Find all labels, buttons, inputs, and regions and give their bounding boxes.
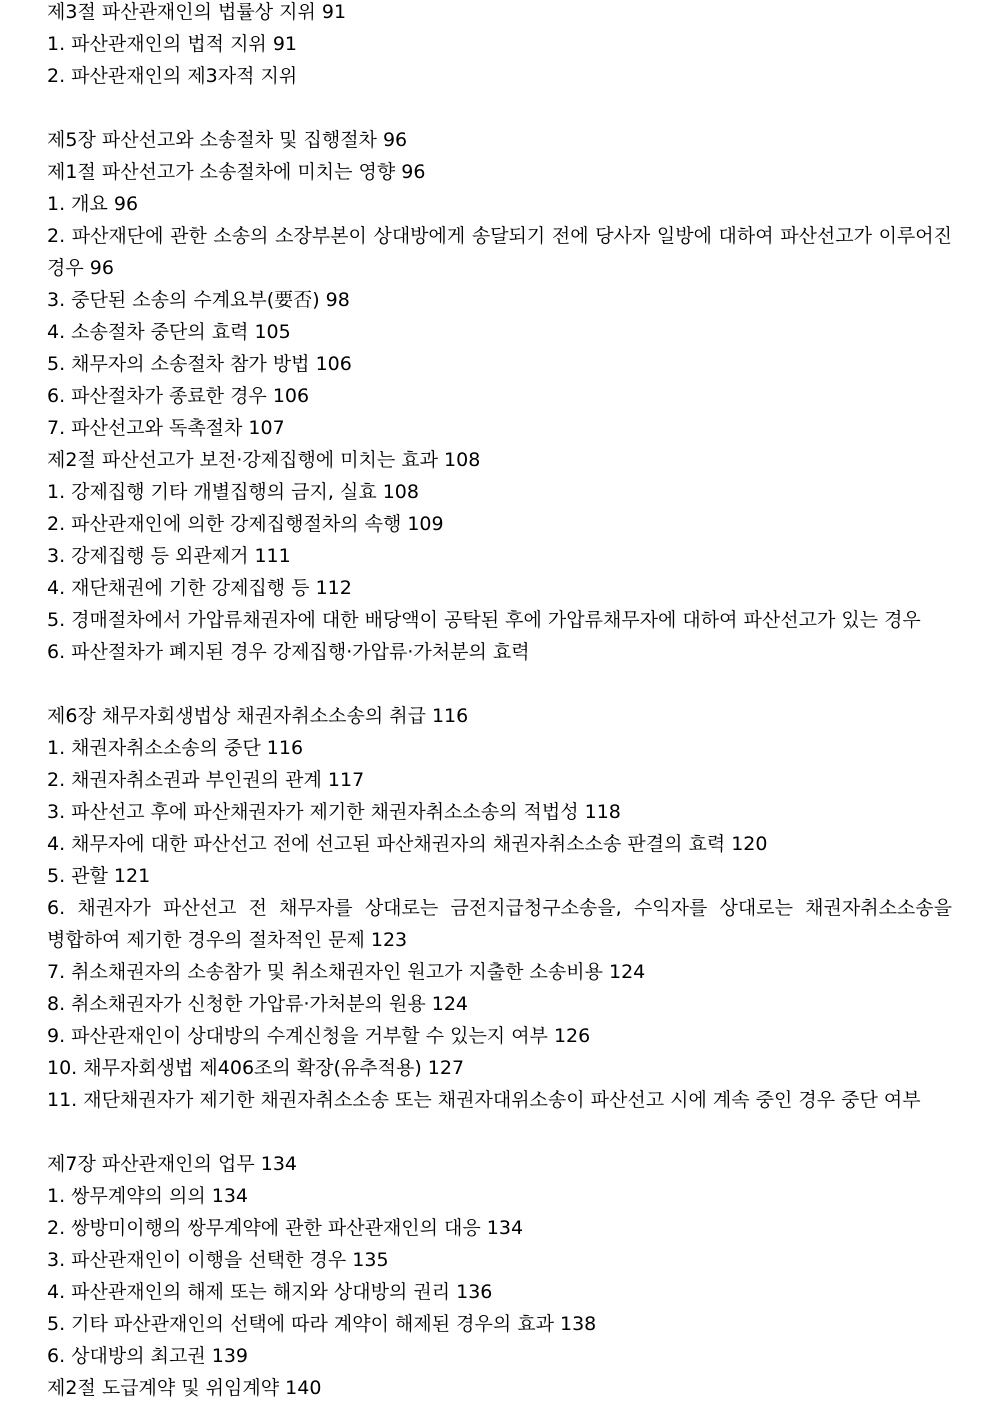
toc-entry: 5. 관할 121 xyxy=(47,865,151,887)
toc-entry: 7. 파산선고와 독촉절차 107 xyxy=(47,417,285,439)
section-gap xyxy=(47,1120,952,1152)
toc-entry: 제1절 파산선고가 소송절차에 미치는 영향 96 xyxy=(47,161,426,183)
section-gap xyxy=(47,96,952,128)
toc-entry: 1. 쌍무계약의 의의 134 xyxy=(47,1185,248,1207)
toc-entry: 6. 채권자가 파산선고 전 채무자를 상대로는 금전지급청구소송을, 수익자를 상대로는 채권자취소소송을 병합하여 제기한 경우의 절차적인 문제 123 xyxy=(47,897,952,951)
toc-entry: 2. 파산재단에 관한 소송의 소장부본이 상대방에게 송달되기 전에 당사자 일방에 대하여 파산선고가 이루어진 경우 96 xyxy=(47,225,952,279)
toc-entry: 10. 채무자회생법 제406조의 확장(유추적용) 127 xyxy=(47,1057,465,1079)
toc-entry: 2. 채권자취소권과 부인권의 관계 117 xyxy=(47,769,365,791)
toc-entry: 5. 채무자의 소송절차 참가 방법 106 xyxy=(47,353,352,375)
toc-entry: 제2절 파산선고가 보전·강제집행에 미치는 효과 108 xyxy=(47,449,481,471)
toc-entry: 8. 취소채권자가 신청한 가압류·가처분의 원용 124 xyxy=(47,993,469,1015)
toc-entry: 3. 파산관재인이 이행을 선택한 경우 135 xyxy=(47,1249,389,1271)
toc-entry: 6. 상대방의 최고권 139 xyxy=(47,1345,248,1367)
toc-entry: 제5장 파산선고와 소송절차 및 집행절차 96 xyxy=(47,129,408,151)
toc-entry: 2. 파산관재인에 의한 강제집행절차의 속행 109 xyxy=(47,513,444,535)
toc-entry: 4. 재단채권에 기한 강제집행 등 112 xyxy=(47,577,352,599)
toc-entry: 6. 파산절차가 폐지된 경우 강제집행·가압류·가처분의 효력 xyxy=(47,641,530,663)
toc-entry: 11. 재단채권자가 제기한 채권자취소소송 또는 채권자대위소송이 파산선고 시에 계속 중인 경우 중단 여부 xyxy=(47,1089,921,1111)
toc-entry: 4. 소송절차 중단의 효력 105 xyxy=(47,321,291,343)
section-gap xyxy=(47,672,952,704)
toc-entry: 1. 파산관재인의 법적 지위 91 xyxy=(47,33,298,55)
toc-entry: 5. 기타 파산관재인의 선택에 따라 계약이 해제된 경우의 효과 138 xyxy=(47,1313,597,1335)
toc-entry: 3. 중단된 소송의 수계요부(要否) 98 xyxy=(47,289,350,311)
toc-entry: 2. 파산관재인의 제3자적 지위 xyxy=(47,65,298,87)
toc-entry: 4. 채무자에 대한 파산선고 전에 선고된 파산채권자의 채권자취소소송 판결의 효력 120 xyxy=(47,833,768,855)
toc-entry: 2. 쌍방미이행의 쌍무계약에 관한 파산관재인의 대응 134 xyxy=(47,1217,524,1239)
toc-entry: 6. 파산절차가 종료한 경우 106 xyxy=(47,385,310,407)
toc-entry: 1. 채권자취소소송의 중단 116 xyxy=(47,737,304,759)
toc-entry: 1. 개요 96 xyxy=(47,193,139,215)
toc-entry: 4. 파산관재인의 해제 또는 해지와 상대방의 권리 136 xyxy=(47,1281,493,1303)
toc-entry: 제7장 파산관재인의 업무 134 xyxy=(47,1153,298,1175)
toc-entry: 3. 파산선고 후에 파산채권자가 제기한 채권자취소소송의 적법성 118 xyxy=(47,801,621,823)
table-of-contents xyxy=(47,0,952,1408)
toc-entry: 9. 파산관재인이 상대방의 수계신청을 거부할 수 있는지 여부 126 xyxy=(47,1025,591,1047)
toc-entry: 1. 강제집행 기타 개별집행의 금지, 실효 108 xyxy=(47,481,419,503)
toc-entry: 제6장 채무자회생법상 채권자취소소송의 취급 116 xyxy=(47,705,469,727)
toc-entry: 제3절 파산관재인의 법률상 지위 91 xyxy=(47,1,347,23)
toc-entry: 7. 취소채권자의 소송참가 및 취소채권자인 원고가 지출한 소송비용 124 xyxy=(47,961,646,983)
toc-entry: 3. 강제집행 등 외관제거 111 xyxy=(47,545,291,567)
toc-entry: 제2절 도급계약 및 위임계약 140 xyxy=(47,1377,322,1399)
toc-entry: 5. 경매절차에서 가압류채권자에 대한 배당액이 공탁된 후에 가압류채무자에 대하여 파산선고가 있는 경우 xyxy=(47,609,921,631)
